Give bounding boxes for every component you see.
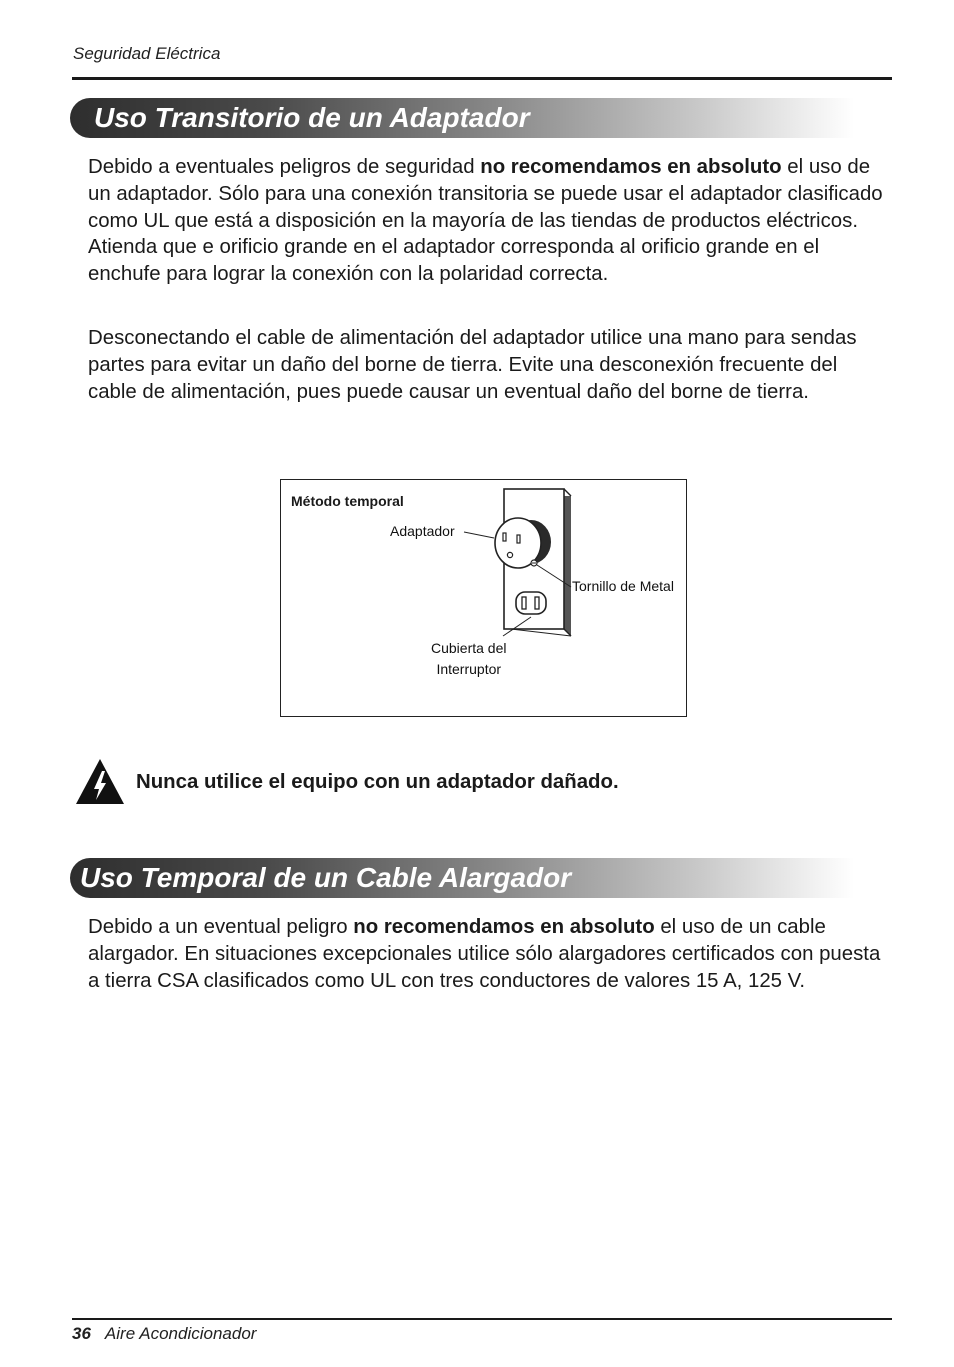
- footer-rule: [72, 1318, 892, 1320]
- section-title-extension-cord: Uso Temporal de un Cable Alargador: [80, 862, 572, 893]
- section-title-adapter: Uso Transitorio de un Adaptador: [94, 102, 530, 133]
- page-footer: [72, 1324, 256, 1344]
- figure-title: Método temporal: [291, 493, 404, 509]
- label-switch-cover: [431, 638, 507, 680]
- footer-product: Aire Acondicionador: [104, 1324, 257, 1343]
- section-title-band-extension-cord: [70, 858, 854, 898]
- warning-text: Nunca utilice el equipo con un adaptador dañado.: [136, 771, 619, 793]
- label-switch-cover-line-1: Cubierta del: [431, 640, 507, 656]
- adapter-paragraph-1: [88, 154, 888, 288]
- running-header: Seguridad Eléctrica: [73, 44, 221, 63]
- adapter-figure: [280, 479, 687, 717]
- adapter-paragraph-2: Desconectando el cable de alimentación del adaptador utilice una mano para sendas partes para evitar un daño del borne de tierra. Evite una desconexión frecuente del cable de alimentación, pues puede causar un eventual daño del borne de tierra.: [88, 327, 857, 403]
- outlet-adapter-illustration: [281, 480, 686, 716]
- label-adapter: Adaptador: [390, 523, 455, 539]
- header-rule: [72, 77, 892, 80]
- adapter-paragraph-1-emphasis: no recomendamos en absoluto: [480, 156, 782, 178]
- extension-cord-paragraph: [88, 914, 888, 994]
- extension-cord-paragraph-emphasis: no recomendamos en absoluto: [353, 916, 655, 938]
- page-number: 36: [72, 1324, 91, 1343]
- label-switch-cover-line-2: Interruptor: [436, 661, 502, 677]
- section-title-band-adapter: [70, 98, 854, 138]
- adapter-paragraph-1-start: Debido a eventuales peligros de seguridad: [88, 156, 481, 178]
- high-voltage-warning-icon: [75, 758, 125, 806]
- label-metal-screw: Tornillo de Metal: [572, 578, 674, 594]
- extension-cord-paragraph-start: Debido a un eventual peligro: [88, 916, 354, 938]
- adapter-paragraph-1-end: el uso de un adaptador. Sólo para una conexión transitoria se puede usar el adaptador clasificado como UL que está a disposición en la mayoría de las tiendas de productos eléctricos. Atienda que e orificio grande en el adaptador corresponda al orificio grande en el enchufe para lograr la conexión con la polaridad correcta.: [88, 156, 883, 286]
- extension-cord-paragraph-end: el uso de un cable alargador. En situaciones excepcionales utilice sólo alargadores certificados con puesta a tierra CSA clasificados como UL con tres conductores de valores 15 A, 125 V.: [88, 916, 881, 992]
